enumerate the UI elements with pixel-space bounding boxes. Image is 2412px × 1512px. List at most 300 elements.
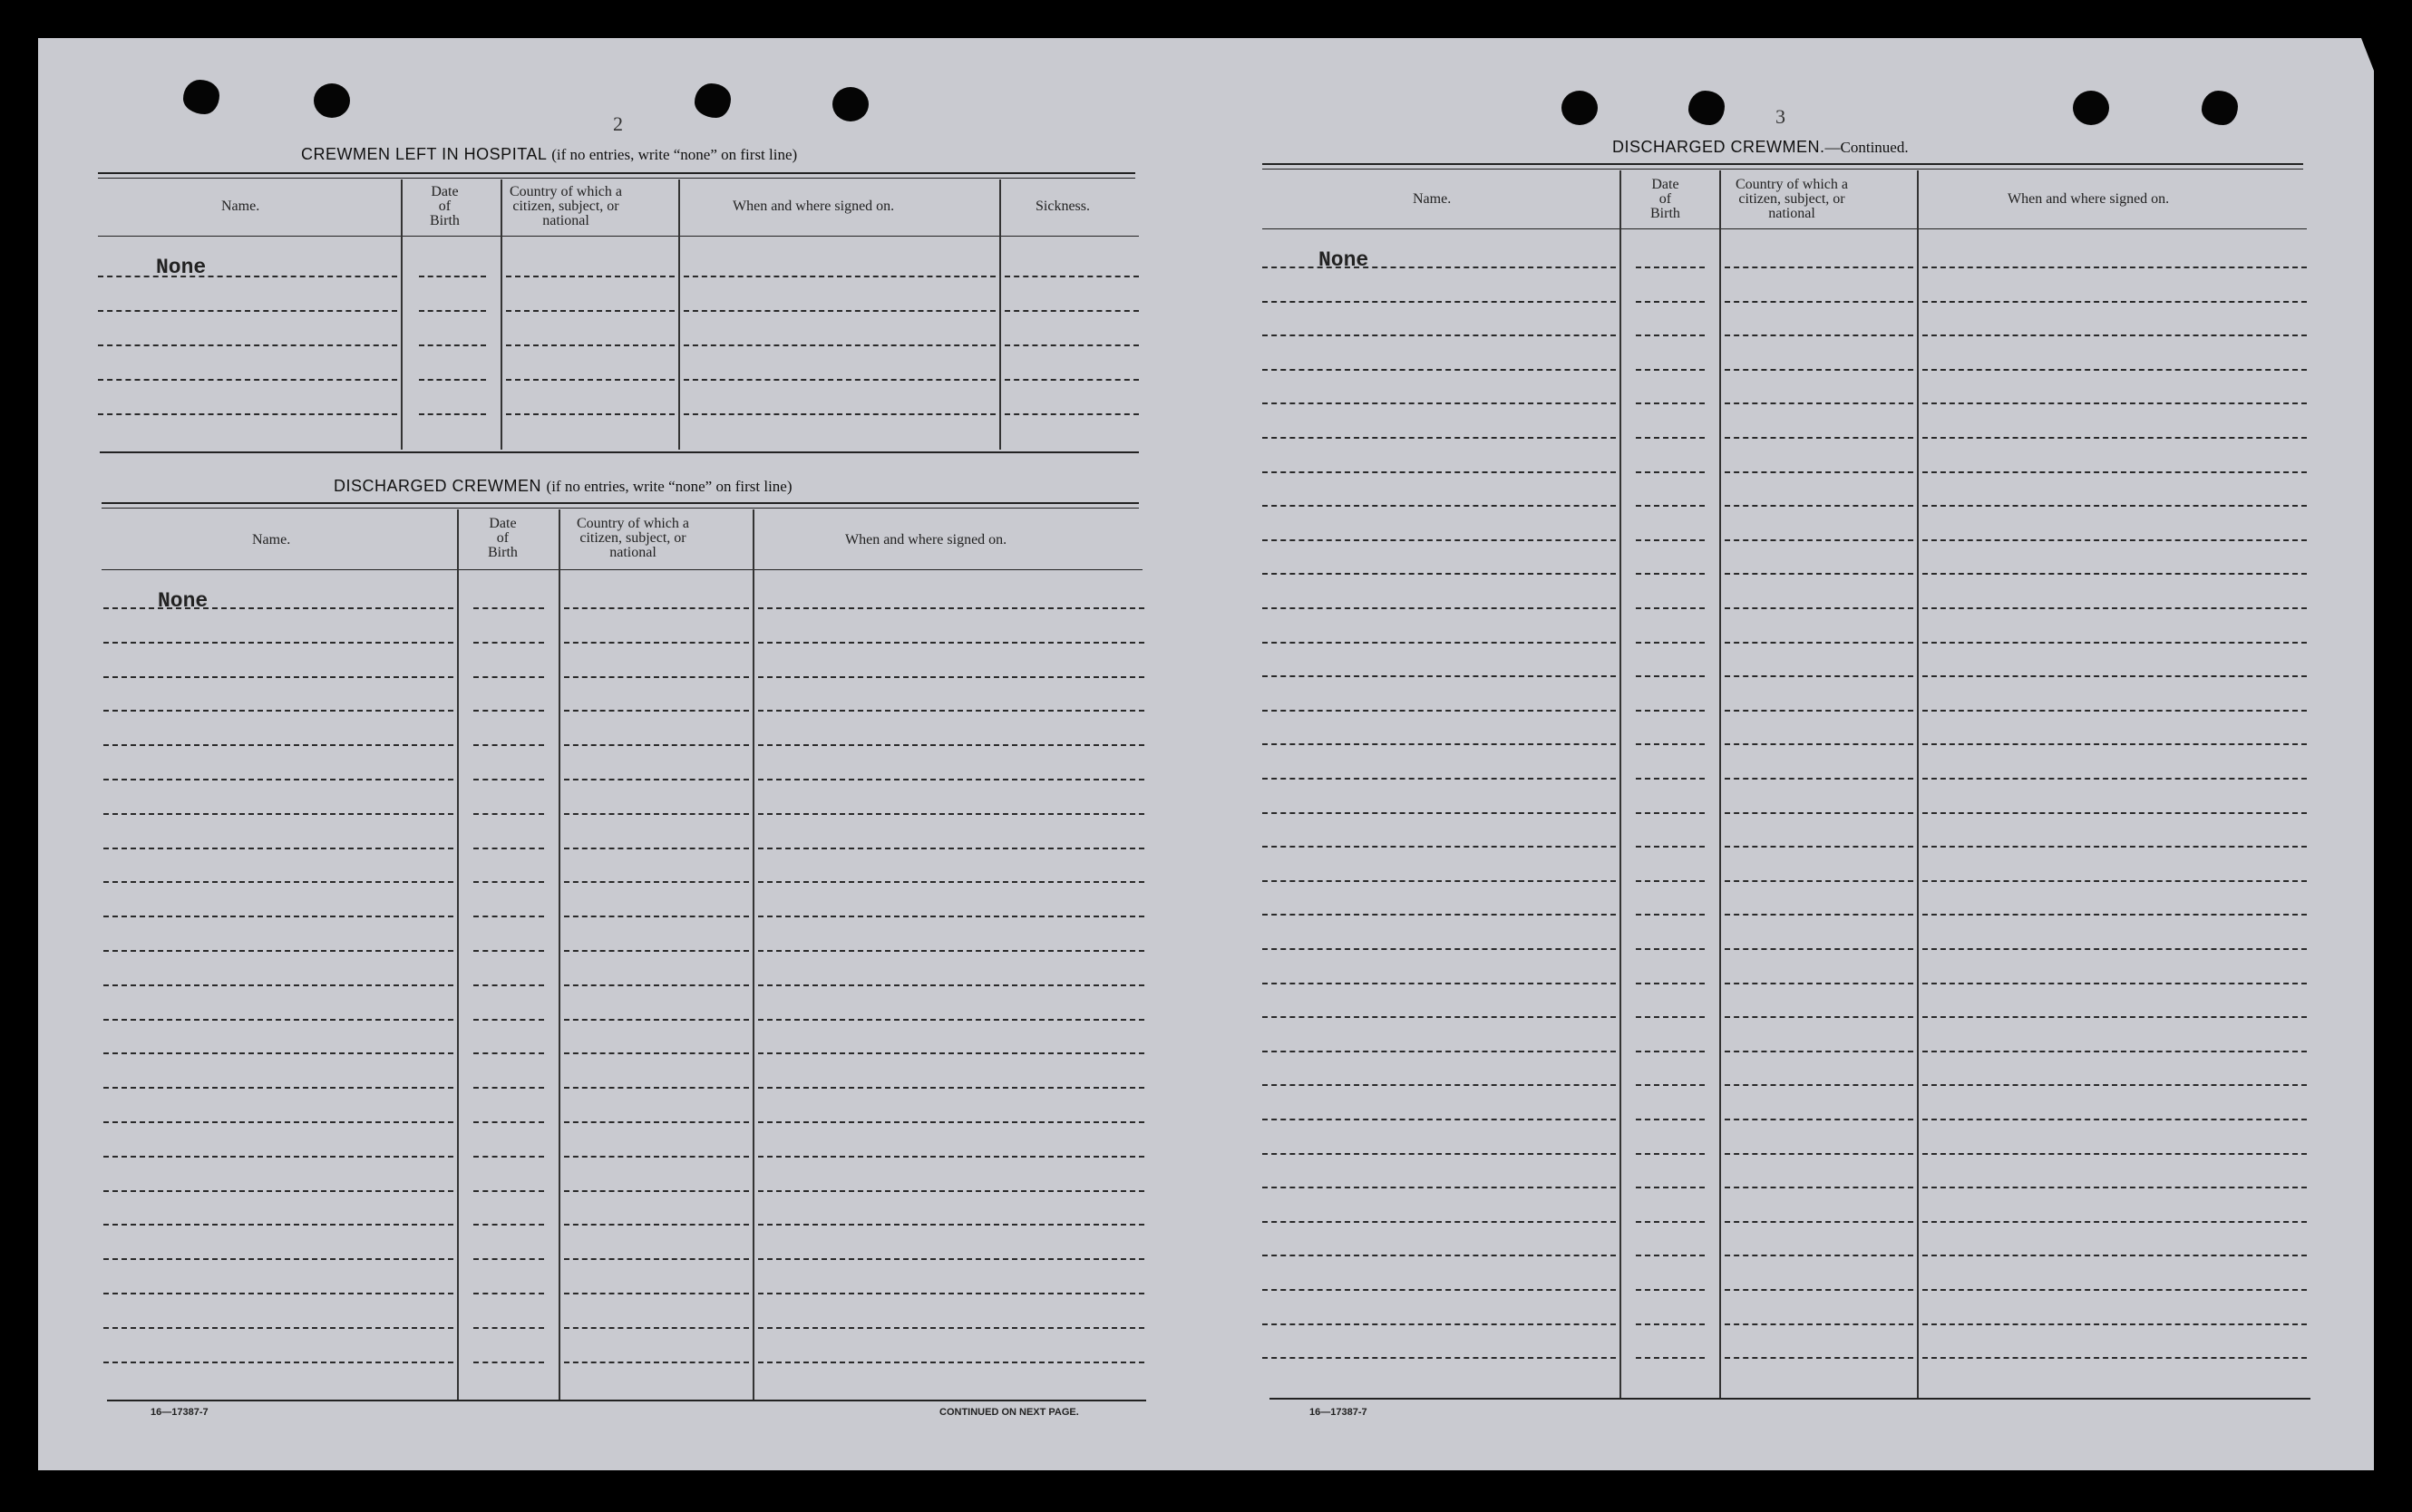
entry-line <box>473 1156 544 1158</box>
entry-line <box>1725 437 1913 439</box>
entry-line <box>1725 1016 1913 1018</box>
entry-line <box>1922 812 2307 814</box>
entry-line <box>1725 1051 1913 1052</box>
entry-line <box>506 379 675 381</box>
entry-line <box>1922 301 2307 303</box>
entry-line <box>1922 607 2307 609</box>
entry-line <box>1636 539 1705 541</box>
entry-line <box>1922 334 2307 336</box>
entry-line <box>1725 1153 1913 1155</box>
entry-line <box>1262 880 1616 882</box>
entry-line <box>1262 539 1616 541</box>
entry-line <box>1636 301 1705 303</box>
discharged-col-signed: When and where signed on. <box>845 532 1007 548</box>
entry-line <box>1636 1255 1705 1256</box>
entry-line <box>1262 505 1616 507</box>
entry-line <box>1725 402 1913 404</box>
entry-line <box>564 1156 749 1158</box>
discharged-top-rule-2 <box>102 508 1139 509</box>
entry-line <box>473 848 544 849</box>
discharged-col-name: Name. <box>252 532 291 548</box>
entry-line <box>1636 948 1705 950</box>
entry-line <box>1725 505 1913 507</box>
entry-line <box>758 779 1144 780</box>
entry-line <box>473 710 544 712</box>
entry-line <box>1262 778 1616 780</box>
entry-line <box>1636 1221 1705 1223</box>
entry-line <box>564 813 749 815</box>
entry-line <box>103 1019 453 1021</box>
entry-line <box>1725 1084 1913 1086</box>
entry-line <box>564 1019 749 1021</box>
entry-line <box>564 916 749 917</box>
hospital-col-divider <box>401 179 403 450</box>
entry-line <box>1636 1323 1705 1325</box>
hospital-col-divider <box>501 179 502 450</box>
entry-line <box>473 1293 544 1294</box>
discharged-first-entry: None <box>158 589 209 613</box>
entry-line <box>506 344 675 346</box>
entry-line <box>1725 301 1913 303</box>
entry-line <box>98 413 397 415</box>
entry-line <box>758 881 1144 883</box>
entry-line <box>1636 437 1705 439</box>
entry-line <box>103 744 453 746</box>
entry-line <box>758 1258 1144 1260</box>
entry-line <box>564 950 749 952</box>
entry-line <box>1636 1051 1705 1052</box>
entry-line <box>419 379 486 381</box>
entry-line <box>1636 778 1705 780</box>
entry-line <box>1922 948 2307 950</box>
entry-line <box>1922 846 2307 848</box>
entry-line <box>1725 573 1913 575</box>
entry-line <box>1922 675 2307 677</box>
punch-hole <box>2073 91 2109 125</box>
entry-line <box>1922 369 2307 371</box>
entry-line <box>564 1052 749 1054</box>
right-title-suffix: —Continued. <box>1824 139 1909 156</box>
entry-line <box>103 1052 453 1054</box>
entry-line <box>103 1121 453 1123</box>
discharged-col-divider <box>457 509 459 1400</box>
entry-line <box>1636 642 1705 644</box>
right-col-divider <box>1719 170 1721 1400</box>
entry-line <box>1922 1323 2307 1325</box>
entry-line <box>1262 914 1616 916</box>
entry-line <box>1262 1187 1616 1188</box>
entry-line <box>1636 267 1705 268</box>
entry-line <box>1725 1323 1913 1325</box>
entry-line <box>1636 743 1705 745</box>
entry-line <box>419 413 486 415</box>
discharged-section-title <box>334 477 793 496</box>
entry-line <box>103 779 453 780</box>
discharged-col-dob: Date of Birth <box>488 516 518 560</box>
entry-line <box>1636 846 1705 848</box>
entry-line <box>103 950 453 952</box>
entry-line <box>103 916 453 917</box>
entry-line <box>103 1224 453 1226</box>
punch-hole <box>695 83 731 118</box>
entry-line <box>1922 983 2307 984</box>
entry-line <box>1262 1357 1616 1359</box>
entry-line <box>1262 1119 1616 1120</box>
entry-line <box>1262 369 1616 371</box>
entry-line <box>1262 301 1616 303</box>
entry-line <box>1725 267 1913 268</box>
discharged-bottom-rule <box>107 1400 1146 1401</box>
entry-line <box>1922 710 2307 712</box>
entry-line <box>564 881 749 883</box>
entry-line <box>103 1156 453 1158</box>
entry-line <box>1725 539 1913 541</box>
entry-line <box>1636 505 1705 507</box>
entry-line <box>1725 948 1913 950</box>
entry-line <box>1725 710 1913 712</box>
hospital-col-sickness: Sickness. <box>1036 199 1090 214</box>
entry-line <box>506 413 675 415</box>
entry-line <box>1725 743 1913 745</box>
entry-line <box>758 813 1144 815</box>
entry-line <box>1922 1084 2307 1086</box>
entry-line <box>473 1327 544 1329</box>
left-page-number: 2 <box>613 112 623 135</box>
entry-line <box>1262 743 1616 745</box>
entry-line <box>684 344 996 346</box>
entry-line <box>1725 914 1913 916</box>
entry-line <box>473 1121 544 1123</box>
entry-line <box>758 744 1144 746</box>
entry-line <box>103 642 453 644</box>
entry-line <box>1636 1289 1705 1291</box>
entry-line <box>758 1121 1144 1123</box>
hospital-col-divider <box>678 179 680 450</box>
corner-cut <box>2361 38 2374 71</box>
entry-line <box>103 881 453 883</box>
entry-line <box>1005 344 1139 346</box>
entry-line <box>473 1190 544 1192</box>
hospital-col-country: Country of which a citizen, subject, or national <box>510 184 622 228</box>
entry-line <box>1262 1051 1616 1052</box>
entry-line <box>1636 983 1705 984</box>
entry-line <box>564 642 749 644</box>
entry-line <box>758 1293 1144 1294</box>
entry-line <box>1922 1016 2307 1018</box>
hospital-col-name: Name. <box>221 199 260 214</box>
hospital-col-dob: Date of Birth <box>430 184 460 228</box>
entry-line <box>758 1190 1144 1192</box>
entry-line <box>473 779 544 780</box>
entry-line <box>1636 573 1705 575</box>
entry-line <box>1262 675 1616 677</box>
entry-line <box>1005 413 1139 415</box>
right-page-number: 3 <box>1775 105 1785 128</box>
entry-line <box>98 276 397 277</box>
entry-line <box>758 1362 1144 1363</box>
entry-line <box>758 916 1144 917</box>
entry-line <box>758 950 1144 952</box>
discharged-col-divider <box>559 509 560 1400</box>
discharged-col-country: Country of which a citizen, subject, or national <box>577 516 689 560</box>
entry-line <box>103 607 453 609</box>
entry-line <box>1725 607 1913 609</box>
entry-line <box>1262 812 1616 814</box>
entry-line <box>1636 710 1705 712</box>
entry-line <box>1005 379 1139 381</box>
entry-line <box>1636 607 1705 609</box>
entry-line <box>1922 1153 2307 1155</box>
entry-line <box>473 984 544 986</box>
punch-hole <box>1561 91 1598 125</box>
entry-line <box>1262 1084 1616 1086</box>
entry-line <box>473 1087 544 1089</box>
left-form-number: 16—17387-7 <box>151 1407 209 1418</box>
entry-line <box>1636 1016 1705 1018</box>
entry-line <box>473 1258 544 1260</box>
entry-line <box>1725 778 1913 780</box>
entry-line <box>1262 948 1616 950</box>
entry-line <box>473 1019 544 1021</box>
entry-line <box>758 848 1144 849</box>
entry-line <box>1922 1187 2307 1188</box>
entry-line <box>1922 1357 2307 1359</box>
entry-line <box>1636 1357 1705 1359</box>
entry-line <box>1005 310 1139 312</box>
entry-line <box>684 310 996 312</box>
entry-line <box>1725 675 1913 677</box>
entry-line <box>103 1327 453 1329</box>
entry-line <box>473 881 544 883</box>
entry-line <box>473 1224 544 1226</box>
entry-line <box>473 642 544 644</box>
entry-line <box>1922 573 2307 575</box>
entry-line <box>1636 369 1705 371</box>
right-col-signed: When and where signed on. <box>2008 191 2170 207</box>
entry-line <box>1262 402 1616 404</box>
discharged-instruction: (if no entries, write “none” on first line) <box>546 478 793 495</box>
punch-hole <box>2202 91 2238 125</box>
entry-line <box>1262 846 1616 848</box>
entry-line <box>103 1258 453 1260</box>
entry-line <box>1922 1221 2307 1223</box>
entry-line <box>1725 1221 1913 1223</box>
entry-line <box>1725 983 1913 984</box>
entry-line <box>758 676 1144 678</box>
entry-line <box>473 744 544 746</box>
right-top-rule-2 <box>1262 169 2303 170</box>
entry-line <box>506 276 675 277</box>
entry-line <box>1922 505 2307 507</box>
entry-line <box>1725 471 1913 473</box>
hospital-col-signed: When and where signed on. <box>733 199 895 214</box>
entry-line <box>1725 1289 1913 1291</box>
entry-line <box>473 916 544 917</box>
right-header-rule <box>1262 228 2307 229</box>
entry-line <box>1725 1119 1913 1120</box>
right-col-dob: Date of Birth <box>1650 177 1680 221</box>
entry-line <box>564 1327 749 1329</box>
right-top-rule <box>1262 163 2303 165</box>
entry-line <box>758 984 1144 986</box>
entry-line <box>758 1019 1144 1021</box>
entry-line <box>103 984 453 986</box>
entry-line <box>758 1327 1144 1329</box>
hospital-col-divider <box>999 179 1001 450</box>
entry-line <box>1636 880 1705 882</box>
right-first-entry: None <box>1318 248 1369 272</box>
entry-line <box>103 1087 453 1089</box>
entry-line <box>1725 880 1913 882</box>
entry-line <box>564 1224 749 1226</box>
entry-line <box>1005 276 1139 277</box>
entry-line <box>103 813 453 815</box>
hospital-top-rule-2 <box>98 178 1135 179</box>
discharged-title-text: DISCHARGED CREWMEN <box>334 477 542 495</box>
right-col-divider <box>1917 170 1919 1400</box>
entry-line <box>758 642 1144 644</box>
entry-line <box>1262 267 1616 268</box>
entry-line <box>98 344 397 346</box>
entry-line <box>98 310 397 312</box>
entry-line <box>684 379 996 381</box>
entry-line <box>564 779 749 780</box>
entry-line <box>1922 402 2307 404</box>
entry-line <box>758 1087 1144 1089</box>
entry-line <box>564 984 749 986</box>
entry-line <box>1636 1119 1705 1120</box>
entry-line <box>1636 1084 1705 1086</box>
entry-line <box>1725 642 1913 644</box>
entry-line <box>758 607 1144 609</box>
entry-line <box>103 676 453 678</box>
entry-line <box>1636 334 1705 336</box>
entry-line <box>1636 1153 1705 1155</box>
entry-line <box>1636 471 1705 473</box>
entry-line <box>758 1224 1144 1226</box>
entry-line <box>564 848 749 849</box>
entry-line <box>564 1293 749 1294</box>
entry-line <box>564 607 749 609</box>
entry-line <box>564 1190 749 1192</box>
entry-line <box>1922 471 2307 473</box>
hospital-bottom-rule <box>100 451 1139 453</box>
entry-line <box>564 1258 749 1260</box>
entry-line <box>1262 710 1616 712</box>
entry-line <box>473 676 544 678</box>
entry-line <box>1636 914 1705 916</box>
entry-line <box>1725 1357 1913 1359</box>
right-title-text: DISCHARGED CREWMEN. <box>1612 138 1825 156</box>
entry-line <box>103 710 453 712</box>
entry-line <box>473 813 544 815</box>
entry-line <box>1922 1119 2307 1120</box>
entry-line <box>1636 812 1705 814</box>
hospital-first-entry: None <box>156 256 207 279</box>
entry-line <box>1922 880 2307 882</box>
entry-line <box>1262 334 1616 336</box>
entry-line <box>1922 1289 2307 1291</box>
entry-line <box>1922 267 2307 268</box>
entry-line <box>1922 743 2307 745</box>
entry-line <box>1262 607 1616 609</box>
entry-line <box>1262 1255 1616 1256</box>
entry-line <box>564 710 749 712</box>
entry-line <box>1262 1289 1616 1291</box>
entry-line <box>758 1052 1144 1054</box>
entry-line <box>1725 1187 1913 1188</box>
entry-line <box>1725 334 1913 336</box>
entry-line <box>1262 573 1616 575</box>
entry-line <box>1262 1221 1616 1223</box>
entry-line <box>564 1121 749 1123</box>
entry-line <box>684 276 996 277</box>
punch-hole <box>1688 91 1725 125</box>
entry-line <box>1725 812 1913 814</box>
entry-line <box>1262 471 1616 473</box>
entry-line <box>564 1087 749 1089</box>
entry-line <box>103 1362 453 1363</box>
right-col-country: Country of which a citizen, subject, or national <box>1736 177 1848 221</box>
entry-line <box>419 344 486 346</box>
punch-hole <box>314 83 350 118</box>
discharged-top-rule <box>102 502 1139 504</box>
entry-line <box>1262 642 1616 644</box>
entry-line <box>419 310 486 312</box>
entry-line <box>564 1362 749 1363</box>
entry-line <box>684 413 996 415</box>
entry-line <box>103 848 453 849</box>
continued-note: CONTINUED ON NEXT PAGE. <box>939 1407 1079 1418</box>
entry-line <box>758 1156 1144 1158</box>
entry-line <box>1262 437 1616 439</box>
entry-line <box>1725 1255 1913 1256</box>
entry-line <box>473 1362 544 1363</box>
hospital-title-text: CREWMEN LEFT IN HOSPITAL <box>301 145 547 163</box>
entry-line <box>98 379 397 381</box>
entry-line <box>1262 1016 1616 1018</box>
discharged-col-divider <box>753 509 754 1400</box>
entry-line <box>1922 1255 2307 1256</box>
entry-line <box>103 1190 453 1192</box>
entry-line <box>1922 1051 2307 1052</box>
entry-line <box>1636 675 1705 677</box>
right-col-divider <box>1619 170 1621 1400</box>
punch-hole <box>832 87 869 121</box>
entry-line <box>1922 539 2307 541</box>
entry-line <box>1922 914 2307 916</box>
right-col-name: Name. <box>1413 191 1452 207</box>
entry-line <box>1922 437 2307 439</box>
hospital-section-title <box>301 145 797 164</box>
hospital-instruction: (if no entries, write “none” on first line) <box>551 146 798 163</box>
discharged-header-rule <box>102 569 1143 570</box>
entry-line <box>1922 778 2307 780</box>
right-section-title <box>1612 138 1909 157</box>
entry-line <box>1725 369 1913 371</box>
entry-line <box>473 607 544 609</box>
hospital-top-rule <box>98 172 1135 174</box>
entry-line <box>419 276 486 277</box>
entry-line <box>473 950 544 952</box>
entry-line <box>564 676 749 678</box>
right-form-number: 16—17387-7 <box>1309 1407 1367 1418</box>
entry-line <box>1262 1323 1616 1325</box>
entry-line <box>1262 983 1616 984</box>
entry-line <box>1725 846 1913 848</box>
entry-line <box>1922 642 2307 644</box>
entry-line <box>103 1293 453 1294</box>
